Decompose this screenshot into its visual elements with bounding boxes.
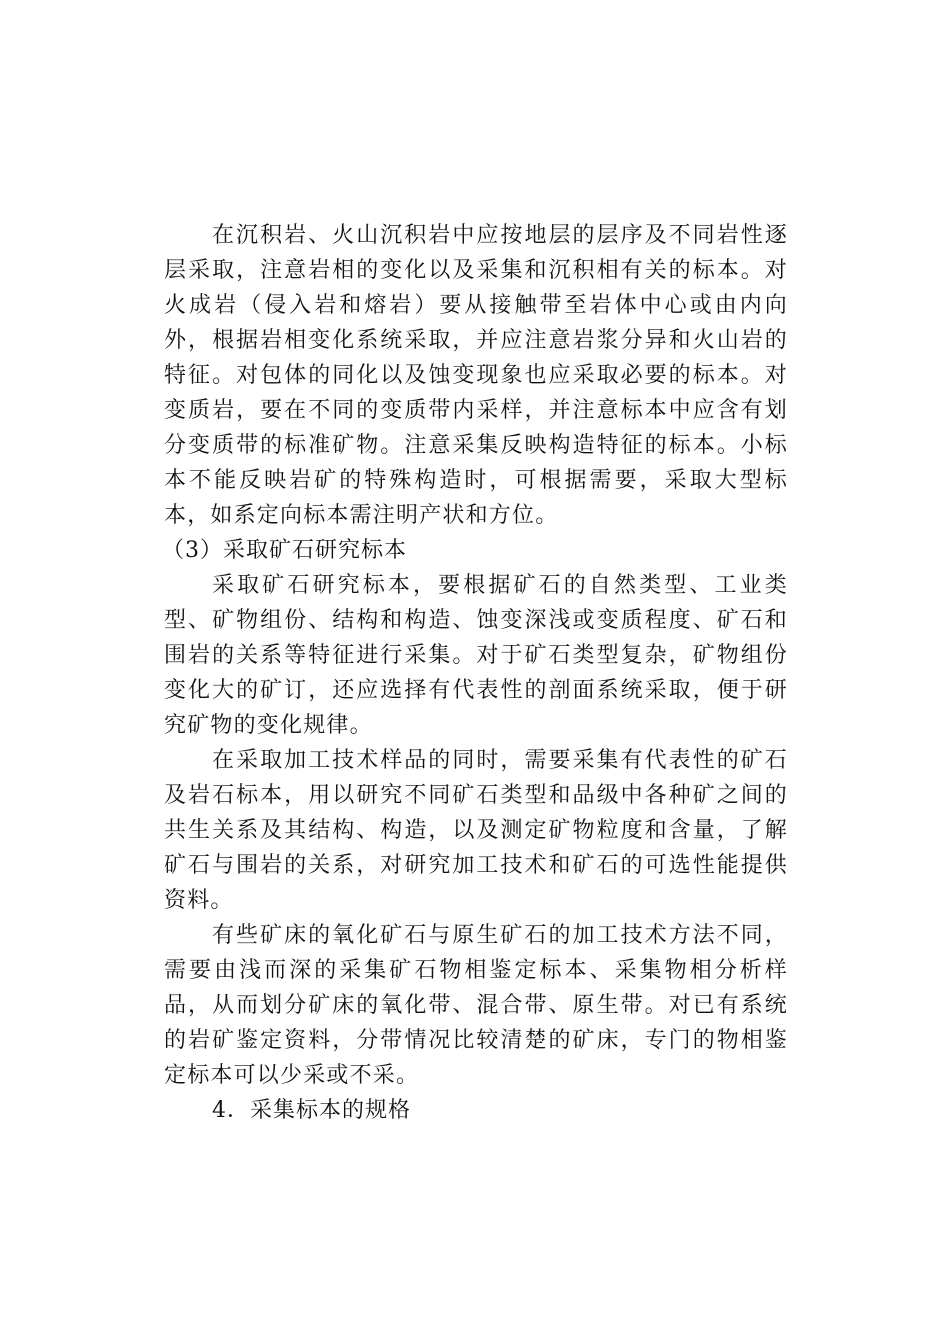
paragraph-oxidized-ore: 有些矿床的氧化矿石与原生矿石的加工技术方法不同，需要由浅而深的采集矿石物相鉴定标本、采集物相分析样品，从而划分矿床的氧化带、混合带、原生带。对已有系统的岩矿鉴定资料，分带情况比较清楚的矿床，专门的物相鉴定标本可以少采或不采。 xyxy=(164,923,788,1088)
paragraph-rock-sampling: 在沉积岩、火山沉积岩中应按地层的层序及不同岩性逐层采取，注意岩相的变化以及采集和沉积相有关的标本。对火成岩（侵入岩和熔岩）要从接触带至岩体中心或由内向外，根据岩相变化系统采取，并应注意岩浆分异和火山岩的特征。对包体的同化以及蚀变现象也应采取必要的标本。对变质岩，要在不同的变质带内采样，并注意标本中应含有划分变质带的标准矿物。注意采集反映构造特征的标本。小标本不能反映岩矿的特殊构造时，可根据需要，采取大型标本，如系定向标本需注明产状和方位。 xyxy=(164,223,788,528)
paragraph-ore-research-specimens: 采取矿石研究标本，要根据矿石的自然类型、工业类型、矿物组份、结构和构造、蚀变深浅或变质程度、矿石和围岩的关系等特征进行采集。对于矿石类型复杂，矿物组份变化大的矿订，还应选择有代表性的剖面系统采取，便于研究矿物的变化规律。 xyxy=(164,573,788,738)
section-heading-ore-specimens: （3）采取矿石研究标本 xyxy=(162,538,407,563)
section-heading-specimen-specifications: 4．采集标本的规格 xyxy=(212,1098,411,1123)
paragraph-processing-samples: 在采取加工技术样品的同时，需要采集有代表性的矿石及岩石标本，用以研究不同矿石类型和品级中各种矿之间的共生关系及其结构、构造，以及测定矿物粒度和含量，了解矿石与围岩的关系，对研究加工技术和矿石的可选性能提供资料。 xyxy=(164,748,788,913)
document-body xyxy=(164,218,788,1128)
